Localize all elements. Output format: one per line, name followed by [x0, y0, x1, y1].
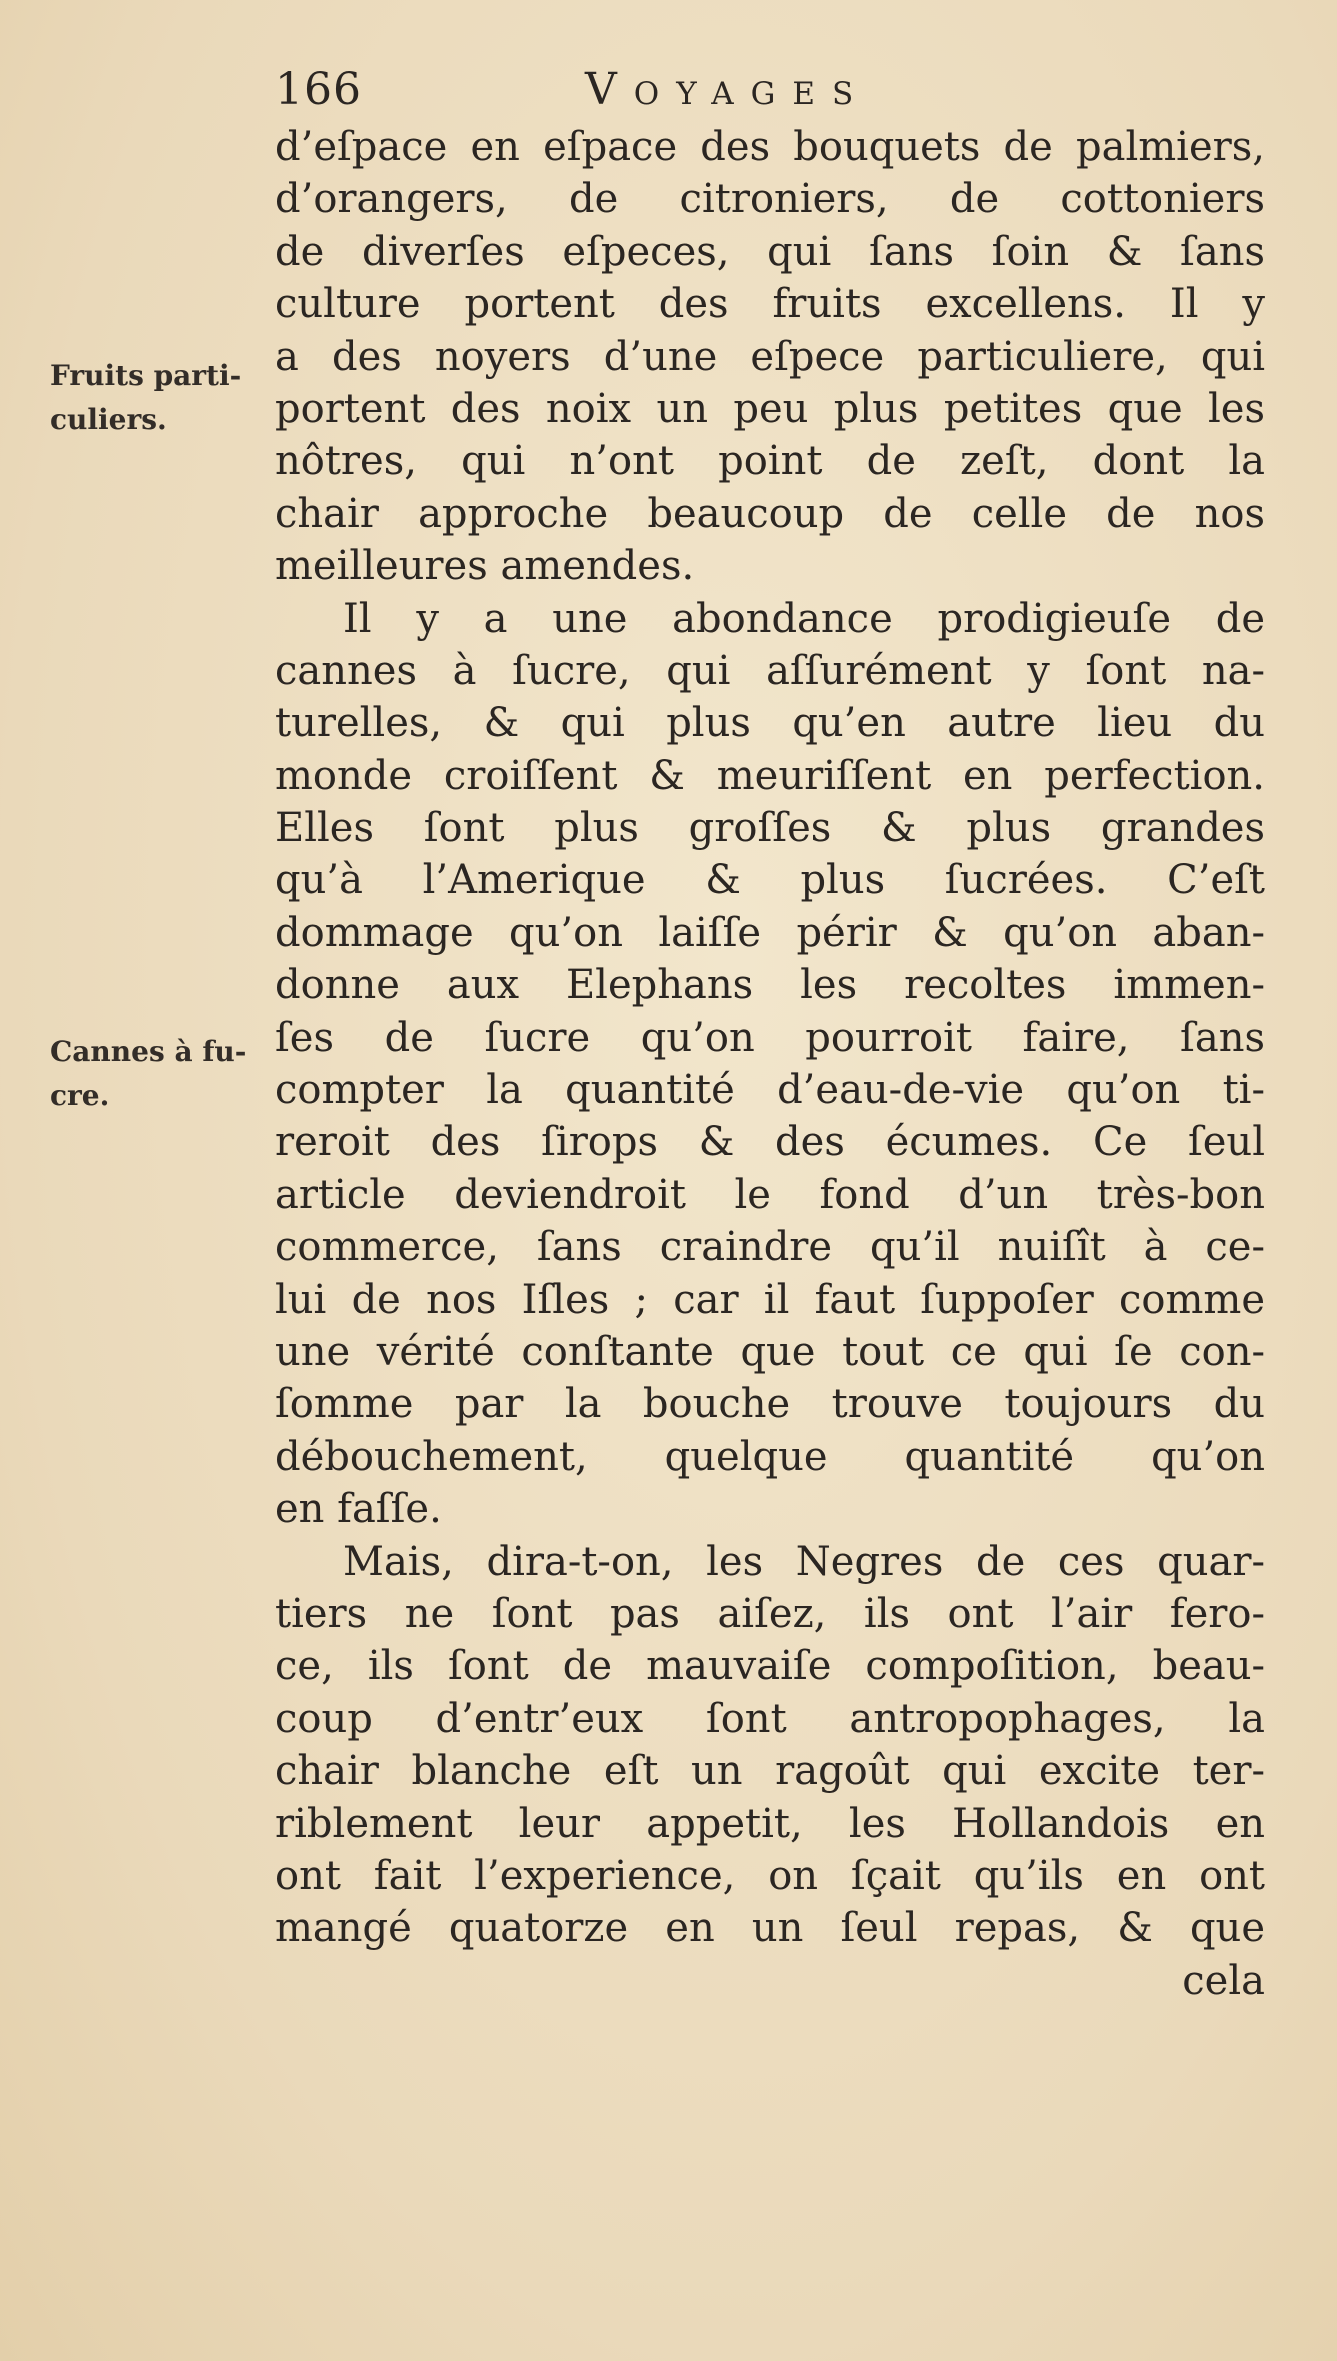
margin-note-line: Fruits parti-	[50, 359, 242, 392]
text-line: débouchement, quelque quantité qu’on	[275, 1433, 1265, 1480]
running-title: Voyages	[585, 64, 871, 115]
text-line: lui de nos Iſles ; car il faut ſuppoſer comme	[275, 1276, 1265, 1323]
margin-note-line: culiers.	[50, 403, 167, 436]
margin-note-fruits	[50, 354, 270, 442]
text-line: compter la quantité d’eau-de-vie qu’on ti-	[275, 1067, 1265, 1114]
text-line: donne aux Elephans les recoltes immen-	[275, 962, 1265, 1009]
text-line: d’orangers, de citroniers, de cottoniers	[275, 176, 1265, 223]
page-number: 166	[275, 64, 362, 115]
text-line: coup d’entr’eux ſont antropophages, la	[275, 1695, 1265, 1742]
text-line: commerce, ſans craindre qu’il nuiſît à ce-	[275, 1224, 1265, 1271]
text-line: de diverſes eſpeces, qui ſans ſoin & ſans	[275, 228, 1265, 275]
text-line: chair approche beaucoup de celle de nos	[275, 490, 1265, 537]
margin-note-cannes	[50, 1030, 270, 1118]
text-line: ſes de ſucre qu’on pourroit faire, ſans	[275, 1014, 1265, 1061]
page-header	[275, 50, 1275, 130]
margin-note-line: Cannes à fu-	[50, 1035, 247, 1068]
text-line: nôtres, qui n’ont point de zeſt, dont la	[275, 438, 1265, 485]
text-line: une vérité conſtante que tout ce qui ſe con-	[275, 1328, 1265, 1375]
text-line: turelles, & qui plus qu’en autre lieu du	[275, 700, 1265, 747]
text-line: ont fait l’experience, on ſçait qu’ils en ont	[275, 1852, 1265, 1899]
text-line: chair blanche eſt un ragoût qui excite ter-	[275, 1748, 1265, 1795]
text-line: reroit des ſirops & des écumes. Ce ſeul	[275, 1119, 1265, 1166]
text-line: qu’à l’Amerique & plus ſucrées. C’eſt	[275, 857, 1265, 904]
text-line: Elles ſont plus groſſes & plus grandes	[275, 805, 1265, 852]
text-line: cannes à ſucre, qui aſſurément y ſont na-	[275, 647, 1265, 694]
text-line: mangé quatorze en un ſeul repas, & que	[275, 1905, 1265, 1952]
text-line: culture portent des fruits excellens. Il y	[275, 281, 1265, 328]
text-line: dommage qu’on laiſſe périr & qu’on aban-	[275, 909, 1265, 956]
text-line: Il y a une abondance prodigieuſe de	[343, 595, 1265, 642]
text-line: portent des noix un peu plus petites que les	[275, 385, 1265, 432]
text-line: ſomme par la bouche trouve toujours du	[275, 1381, 1265, 1428]
text-line: riblement leur appetit, les Hollandois en	[275, 1800, 1265, 1847]
catchword: cela	[1182, 1957, 1265, 2004]
text-line: ce, ils ſont de mauvaiſe compoſition, beau-	[275, 1643, 1265, 1690]
text-line: article deviendroit le fond d’un très-bon	[275, 1171, 1265, 1218]
text-line: monde croiſſent & meuriſſent en perfection.	[275, 752, 1265, 799]
text-line: Mais, dira-t-on, les Negres de ces quar-	[343, 1538, 1265, 1585]
text-line: en faſſe.	[275, 1486, 442, 1533]
text-line: meilleures amendes.	[275, 543, 695, 590]
margin-note-line: cre.	[50, 1079, 110, 1112]
text-line: a des noyers d’une eſpece particuliere, qui	[275, 333, 1265, 380]
text-line: d’eſpace en eſpace des bouquets de palmiers,	[275, 124, 1265, 170]
text-line: tiers ne ſont pas aiſez, ils ont l’air fero-	[275, 1590, 1265, 1637]
body-text	[275, 121, 1265, 2007]
